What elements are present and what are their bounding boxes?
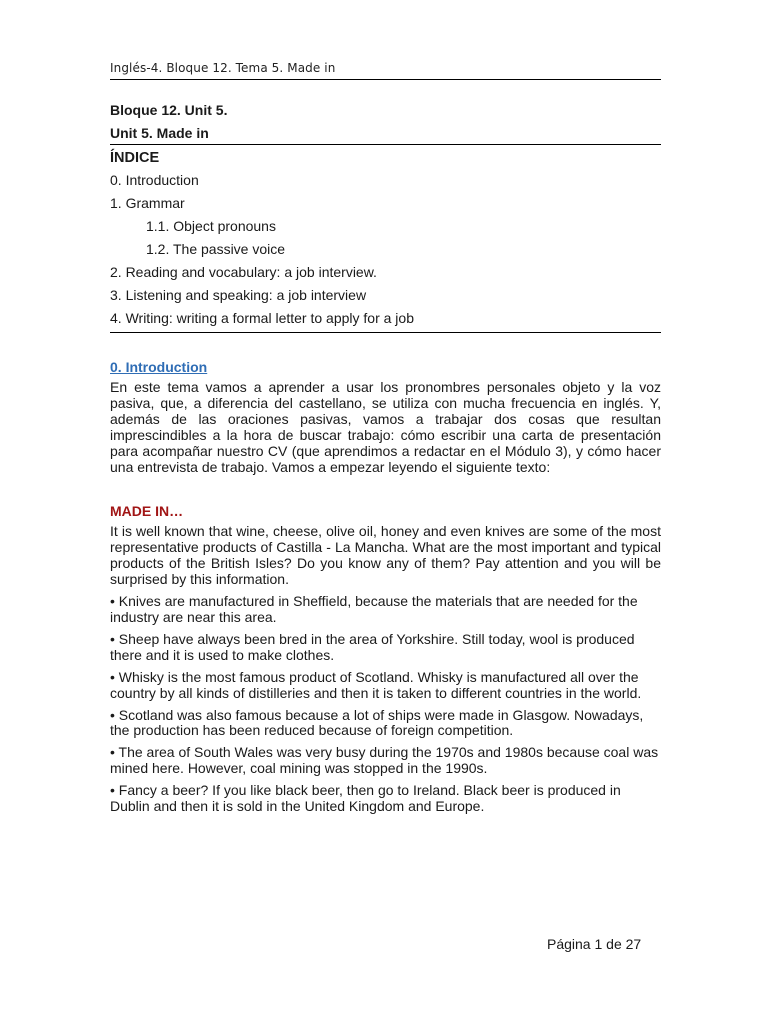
table-of-contents (110, 169, 661, 333)
running-header: Inglés-4. Bloque 12. Tema 5. Made in (110, 61, 661, 80)
document-page (110, 0, 661, 1024)
toc-item-reading: 2. Reading and vocabulary: a job interview. (110, 264, 377, 280)
unit-heading: Unit 5. Made in (110, 124, 661, 145)
toc-item-listening: 3. Listening and speaking: a job interview (110, 287, 367, 303)
toc-item-object-pronouns: 1.1. Object pronouns (146, 218, 276, 234)
introduction-heading: 0. Introduction (110, 359, 208, 375)
toc-item-introduction: 0. Introduction (110, 172, 199, 188)
document-content (110, 100, 661, 815)
bullet-whisky: • Whisky is the most famous product of Scotland. Whisky is manufactured all over the country by all kinds of distilleries and then it is taken to different countries in the world. (110, 668, 642, 701)
bullet-coal: • The area of South Wales was very busy during the 1970s and 1980s because coal was mined here. However, coal mining was stopped in the 1990s. (110, 744, 659, 777)
reading-lead-paragraph: It is well known that wine, cheese, olive oil, honey and even knives are some of the most representative products of Castilla - La Mancha. What are the most important and typical products of the British Isles? Do you know any of them? Pay attention and you will be surprised by this information. (110, 523, 661, 588)
bullet-ships: • Scotland was also famous because a lot of ships were made in Glasgow. Nowadays, the production has been reduced because of foreign competition. (110, 706, 644, 739)
index-heading: ÍNDICE (110, 150, 160, 166)
page-number: Página 1 de 27 (547, 936, 642, 952)
toc-item-passive-voice: 1.2. The passive voice (146, 241, 286, 257)
bullet-beer: • Fancy a beer? If you like black beer, then go to Ireland. Black beer is produced in Dublin and then it is sold in the United Kingdom and Europe. (110, 782, 621, 815)
toc-item-writing: 4. Writing: writing a formal letter to apply for a job (110, 310, 414, 326)
introduction-paragraph: En este tema vamos a aprender a usar los pronombres personales objeto y la voz pasiva, que, a diferencia del castellano, se utiliza con mucha frecuencia en inglés. Y, además de las oraciones pasivas, vamos a trabajar dos cosas que resultan imprescindibles a la hora de buscar trabajo: cómo escribir una carta de presentación para acompañar nuestro CV (que aprendimos a redactar en el Módulo 3), y cómo hacer una entrevista de trabajo. Vamos a empezar leyendo el siguiente texto: (110, 379, 661, 475)
bullet-knives: • Knives are manufactured in Sheffield, because the materials that are needed for the industry are near this area. (110, 593, 638, 625)
made-in-heading: MADE IN… (110, 503, 184, 520)
bloque-heading: Bloque 12. Unit 5. (110, 102, 228, 118)
toc-item-grammar: 1. Grammar (110, 195, 185, 211)
bullet-sheep: • Sheep have always been bred in the area of Yorkshire. Still today, wool is produced there and it is used to make clothes. (110, 630, 635, 663)
